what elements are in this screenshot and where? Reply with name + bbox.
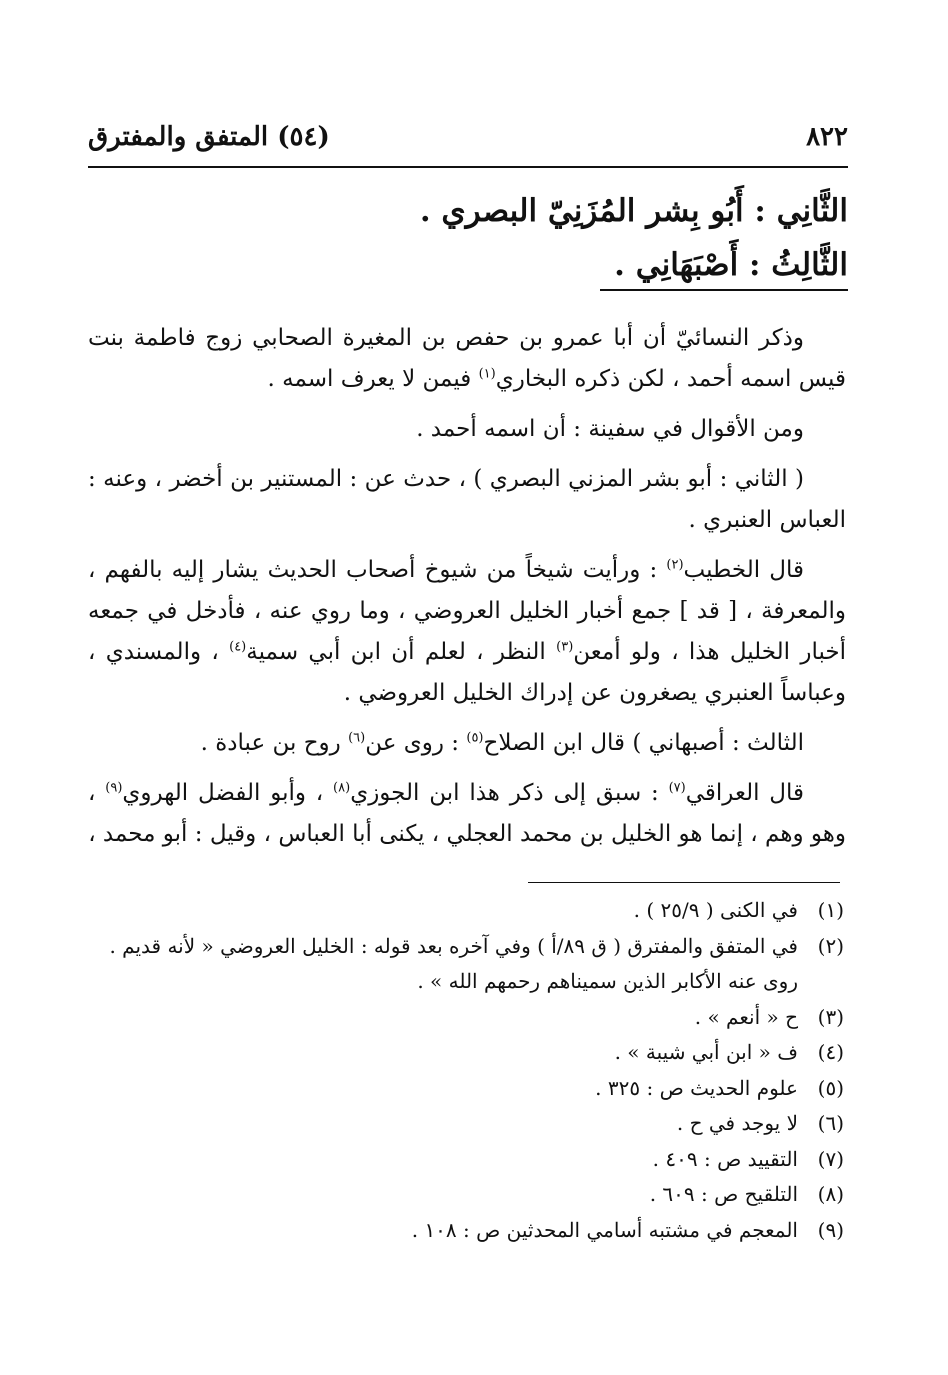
footnote-text: ح « أنعم » . [694, 1004, 798, 1029]
footnote-number: (٧) [817, 1146, 844, 1171]
paragraph: وذكر النسائيّ أن أبا عمرو بن حفص بن المغيرة الصحابي زوج فاطمة بنت قيس اسمه أحمد ، لكن ذكره البخاري$^{(١)}$ فيمن لا يعرف اسمه . [88, 325, 846, 392]
footnote-text: في الكنى ( ٢٥/٩ ) . [633, 898, 798, 922]
footnote-ref: (٥) [466, 730, 484, 746]
footnote-ref: (٨) [333, 780, 351, 796]
footnote [88, 1142, 844, 1178]
paragraph: ومن الأقوال في سفينة : أن اسمه أحمد . [416, 416, 804, 442]
footnote-number: (٦) [817, 1111, 844, 1135]
footnote-text: في المتفق والمفترق ( ق ٨٩/أ ) وفي آخره بعد قوله : الخليل العروضي « لأنه قديم . روى عنه الأكابر الذين سميناهم رحمهم الله » . [109, 933, 798, 993]
footnote-ref: (١) [478, 366, 496, 382]
footnote-divider [528, 882, 840, 883]
heading-third: الثَّالِثُ : أَصْبَهَانِي . [614, 247, 848, 283]
footnote-number: (٢) [817, 933, 844, 958]
heading-divider [600, 289, 848, 291]
footnote-number: (٩) [817, 1217, 844, 1242]
footnotes [88, 893, 844, 1248]
footnote-number: (٣) [817, 1004, 844, 1029]
page-header [88, 118, 848, 168]
footnote-number: (٥) [817, 1075, 844, 1100]
heading-second: الثَّانِي : أَبُو بِشر المُزَنِيّ البصري . [419, 193, 848, 229]
footnote-ref: (٩) [105, 780, 123, 796]
footnote [88, 893, 844, 929]
footnote-ref: (٤) [229, 639, 247, 655]
footnote-text: لا يوجد في ح . [676, 1111, 798, 1135]
page-number: ٨٢٢ [806, 122, 848, 152]
footnote-number: (١) [817, 898, 844, 922]
footnote-text: التلقيح ص : ٦٠٩ . [649, 1182, 798, 1206]
footnote [88, 1106, 844, 1142]
paragraph: ( الثاني : أبو بشر المزني البصري ) ، حدث عن : المستنير بن أخضر ، وعنه : العباس العنبري . [88, 466, 846, 533]
footnote-text: التقييد ص : ٤٠٩ . [652, 1146, 798, 1171]
footnote [88, 1035, 844, 1071]
footnote-text: ف « ابن أبي شيبة » . [614, 1040, 798, 1064]
footnote [88, 1000, 844, 1036]
footnote-text: علوم الحديث ص : ٣٢٥ . [595, 1075, 798, 1100]
paragraph: قال العراقي$^{(٧)}$ : سبق إلى ذكر هذا ابن الجوزي$^{(٨)}$ ، وأبو الفضل الهروي$^{(٩)}$ ، وهو وهم ، إنما هو الخليل بن محمد العجلي ، يكنى أبا العباس ، وقيل : أبو محمد ، [88, 780, 846, 847]
footnote-ref: (٣) [556, 639, 574, 655]
paragraph: الثالث : أصبهاني ) قال ابن الصلاح$^{(٥)}$ : روى عن$^{(٦)}$ روح بن عبادة . [200, 730, 804, 756]
footnote-ref: (٦) [348, 730, 366, 746]
footnote [88, 1177, 844, 1213]
footnote-ref: (٧) [668, 780, 686, 796]
heading-block [348, 184, 848, 292]
footnote [88, 929, 844, 1000]
main-text [88, 318, 846, 864]
running-title: (٥٤) المتفق والمفترق [88, 122, 330, 152]
footnote-text: المعجم في مشتبه أسامي المحدثين ص : ١٠٨ . [411, 1217, 798, 1242]
footnote-number: (٨) [817, 1182, 844, 1206]
footnote-number: (٤) [817, 1040, 844, 1064]
paragraph: قال الخطيب$^{(٢)}$ : ورأيت شيخاً من شيوخ أصحاب الحديث يشار إليه بالفهم ، والمعرفة ، [ قد ] جمع أخبار الخليل العروضي ، وما روي عنه ، فأدخل في جمعه أخبار الخليل هذا ، ولو أمعن$^{(٣)}$ النظر ، لعلم أن ابن أبي سمية$^{(٤)}$ ، والمسندي ، وعباساً العنبري يصغرون عن إدراك الخليل العروضي . [88, 557, 847, 706]
footnote-ref: (٢) [666, 557, 684, 573]
footnote [88, 1213, 844, 1249]
footnote [88, 1071, 844, 1107]
